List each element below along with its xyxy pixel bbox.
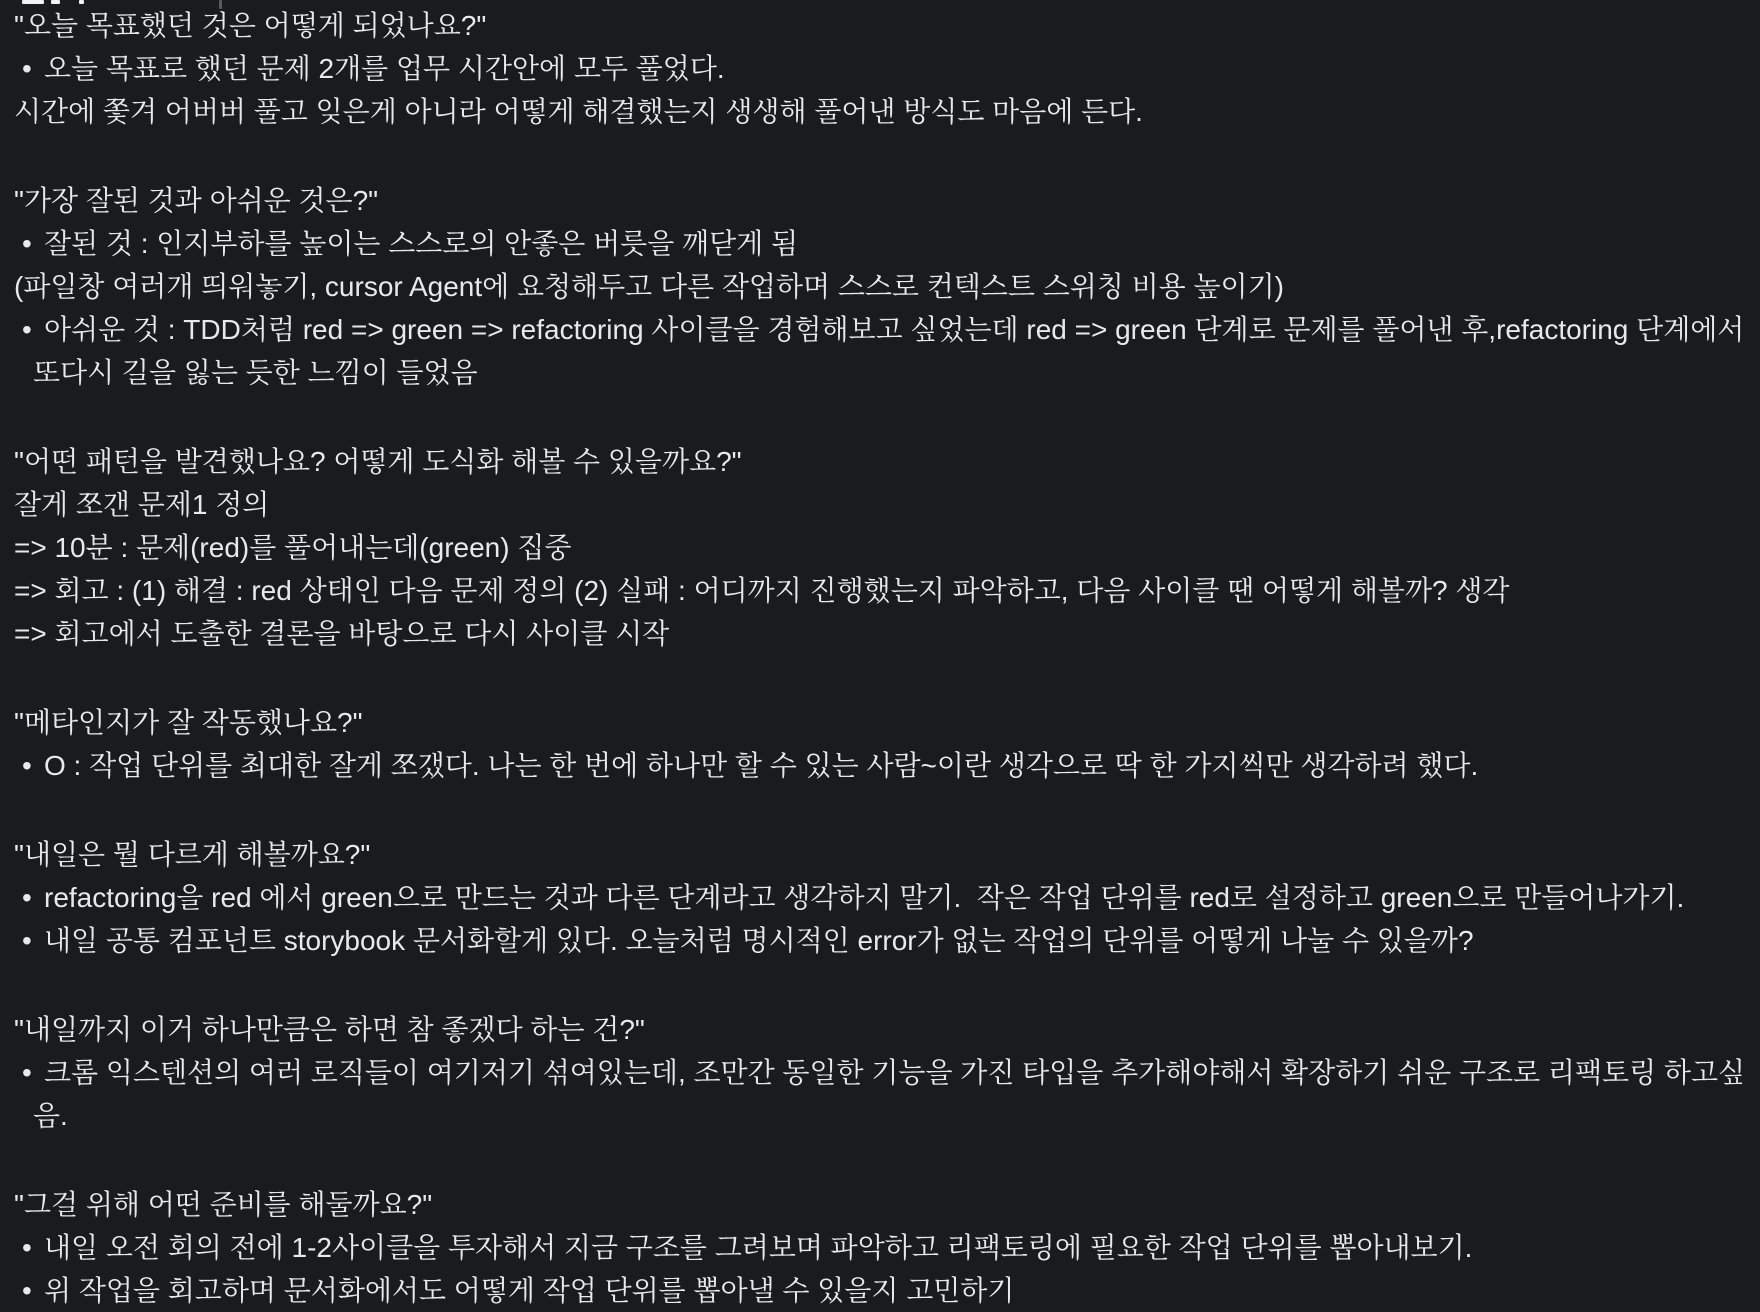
- bullet-item: • 아쉬운 것 : TDD처럼 red => green => refactoring 사이클을 경험해보고 싶었는데 red => green 단계로 문제를 풀어낸 후,refactoring 단계에서 또다시 길을 잃는 듯한 느낌이 들었음: [0, 308, 1760, 394]
- question-line: "가장 잘된 것과 아쉬운 것은?": [14, 185, 379, 216]
- bullet-item: • 위 작업을 회고하며 문서화에서도 어떻게 작업 단위를 뽑아낼 수 있을지 고민하기: [0, 1269, 1760, 1312]
- bullet-item: • 내일 오전 회의 전에 1-2사이클을 투자해서 지금 구조를 그려보며 파악하고 리팩토링에 필요한 작업 단위를 뽑아내보기.: [0, 1226, 1760, 1269]
- clipped-text-fragment: [219, 0, 222, 9]
- question-line: "어떤 패턴을 발견했나요? 어떻게 도식화 해볼 수 있을까요?": [14, 446, 742, 477]
- retro-section-0: [0, 4, 1760, 133]
- text-line: (파일창 여러개 띄워놓기, cursor Agent에 요청해두고 다른 작업하며 스스로 컨텍스트 스위칭 비용 높이기): [14, 271, 1284, 302]
- clipped-text-fragment: [51, 0, 60, 4]
- question-line: "그걸 위해 어떤 준비를 해둘까요?": [14, 1189, 433, 1220]
- text-line: 잘게 쪼갠 문제1 정의: [14, 489, 270, 520]
- question-line: "오늘 목표했던 것은 어떻게 되었나요?": [14, 10, 487, 41]
- clipped-text-fragment: [22, 0, 44, 4]
- bullet-item: • 잘된 것 : 인지부하를 높이는 스스로의 안좋은 버릇을 깨닫게 됨: [0, 222, 1760, 265]
- retro-section-2: [0, 440, 1760, 655]
- clipped-text-fragment: [79, 0, 84, 4]
- bullet-item: • 오늘 목표로 했던 문제 2개를 업무 시간안에 모두 풀었다.: [0, 47, 1760, 90]
- question-line: "내일은 뭘 다르게 해볼까요?": [14, 839, 371, 870]
- bullet-item: • O : 작업 단위를 최대한 잘게 쪼갰다. 나는 한 번에 하나만 할 수 있는 사람~이란 생각으로 딱 한 가지씩만 생각하려 했다.: [0, 744, 1760, 787]
- text-line: => 회고에서 도출한 결론을 바탕으로 다시 사이클 시작: [14, 618, 670, 649]
- bullet-item: • 내일 공통 컴포넌트 storybook 문서화할게 있다. 오늘처럼 명시적인 error가 없는 작업의 단위를 어떻게 나눌 수 있을까?: [0, 919, 1760, 962]
- question-line: "메타인지가 잘 작동했나요?": [14, 707, 363, 738]
- question-line: "내일까지 이거 하나만큼은 하면 참 좋겠다 하는 건?": [14, 1014, 645, 1045]
- retro-section-3: [0, 701, 1760, 787]
- clipped-top-line: [0, 0, 1760, 10]
- retro-section-5: [0, 1008, 1760, 1137]
- text-line: => 회고 : (1) 해결 : red 상태인 다음 문제 정의 (2) 실패 : 어디까지 진행했는지 파악하고, 다음 사이클 땐 어떻게 해볼까? 생각: [14, 575, 1510, 606]
- bullet-item: • 크롬 익스텐션의 여러 로직들이 여기저기 섞여있는데, 조만간 동일한 기능을 가진 타입을 추가해야해서 확장하기 쉬운 구조로 리팩토링 하고싶음.: [0, 1051, 1760, 1137]
- text-line: => 10분 : 문제(red)를 풀어내는데(green) 집중: [14, 532, 572, 563]
- retro-section-4: [0, 833, 1760, 962]
- retro-section-6: [0, 1183, 1760, 1312]
- retro-section-1: [0, 179, 1760, 394]
- text-line: 시간에 쫓겨 어버버 풀고 잊은게 아니라 어떻게 해결했는지 생생해 풀어낸 방식도 마음에 든다.: [14, 96, 1143, 127]
- bullet-item: • refactoring을 red 에서 green으로 만드는 것과 다른 단계라고 생각하지 말기. 작은 작업 단위를 red로 설정하고 green으로 만들어나가기.: [0, 876, 1760, 919]
